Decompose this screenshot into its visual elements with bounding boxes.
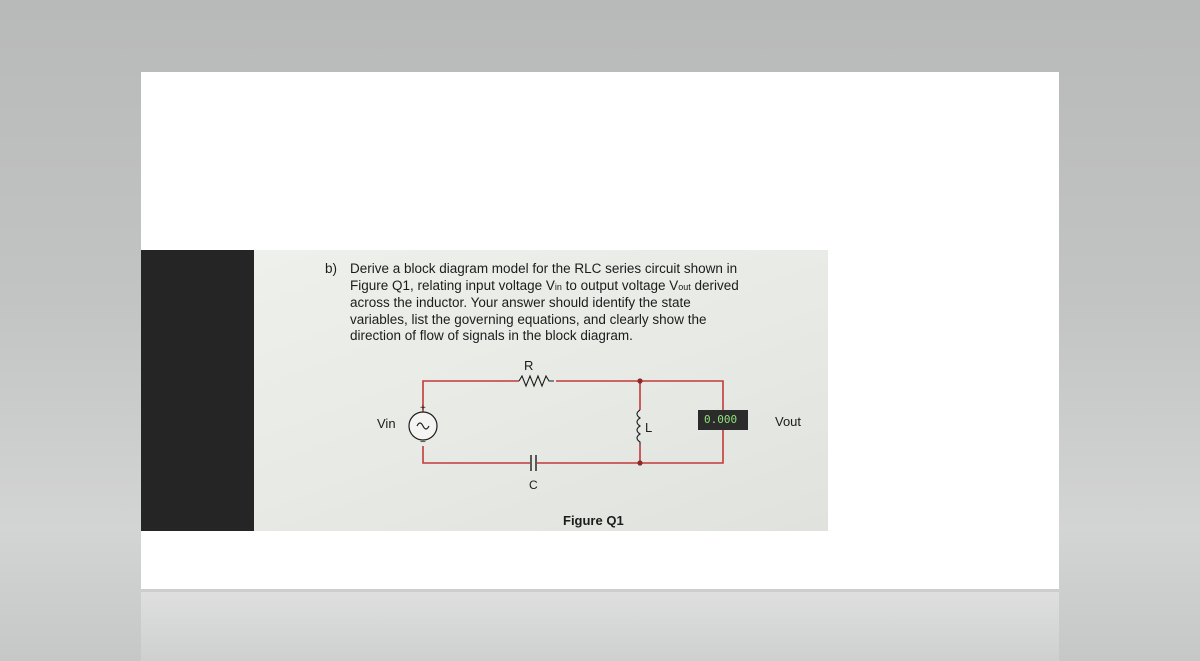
dark-margin-block [141,250,254,531]
source-plus-sign: + [420,403,426,414]
resistor-icon [519,376,554,386]
wire-to-meter-top [640,381,723,410]
wire-to-meter-bottom [640,430,723,463]
wire-bottom-left [423,446,530,463]
question-line-3: across the inductor. Your answer should identify the state [350,295,691,310]
wire-top-left [423,381,519,428]
junction-top [637,378,642,383]
output-voltage-label: Vout [775,414,802,429]
wires [423,381,723,463]
figure-caption: Figure Q1 [563,513,624,528]
question-line-2: Figure Q1, relating input voltage Vin to output voltage Vout derived [350,277,739,293]
capacitor-label: C [529,478,538,492]
resistor-label: R [524,358,534,373]
wire-bottom-right [537,445,640,463]
question-line-1: Derive a block diagram model for the RLC series circuit shown in [350,261,738,276]
question-line-5: direction of flow of signals in the block diagram. [350,328,633,343]
inductor-label: L [645,420,653,435]
wire-top-right [556,381,640,410]
question-label: b) [325,261,338,276]
voltmeter-display: 0.000 [698,410,748,430]
rlc-circuit-diagram [254,250,828,531]
input-voltage-label: Vin [377,416,396,431]
junction-bottom [637,460,642,465]
inductor-icon [637,410,640,445]
source-minus-sign: − [420,437,426,448]
document-photo [254,250,828,531]
reflection-floor [141,592,1059,661]
question-line-4: variables, list the governing equations, and clearly show the [350,311,707,327]
